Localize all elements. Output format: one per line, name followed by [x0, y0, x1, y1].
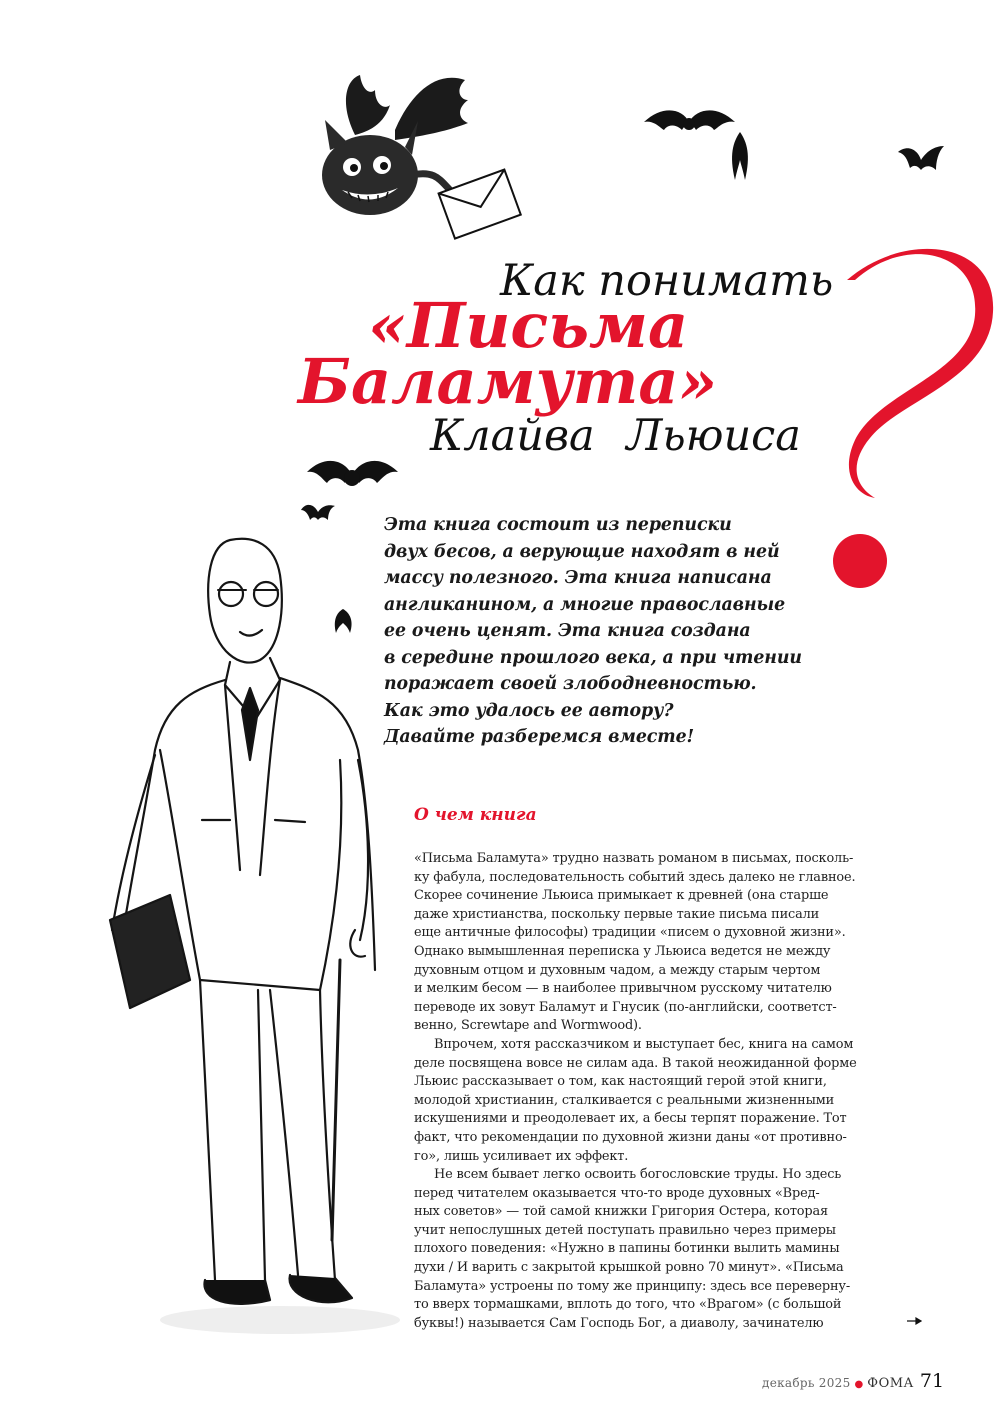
page-number: 71 [919, 1370, 945, 1392]
body-line: го», лишь усиливает их эффект. [414, 1148, 629, 1164]
body-line: духовным отцом и духовным чадом, а между старым чертом [414, 962, 821, 978]
body-line: переводе их зовут Баламут и Гнусик (по-английски, соответст- [414, 999, 837, 1015]
lead-line: в середине прошлого века, а при чтении [384, 647, 802, 668]
body-line: то вверх тормашками, вплоть до того, что «Врагом» (с большой [414, 1297, 842, 1313]
body-line: ных советов» — той самой книжки Григория Остера, которая [414, 1204, 829, 1220]
body-line: буквы!) называется Сам Господь Бог, а диаволу, зачинателю [414, 1315, 824, 1331]
title-line-1: Как понимать [500, 256, 834, 306]
bat-icon [725, 130, 755, 185]
body-line: перед читателем оказывается что-то вроде духовных «Вред- [414, 1185, 820, 1201]
bat-wing-right [395, 78, 468, 140]
lead-line: Эта книга состоит из переписки [384, 515, 732, 535]
body-line: даже христианства, поскольку первые такие письма писали [414, 906, 820, 922]
footer-separator-dot: ● [854, 1379, 864, 1390]
body-line: молодой христианин, сталкивается с реальными жизненными [414, 1092, 835, 1108]
title-line-4: Клайва Льюиса [430, 411, 801, 461]
envelope-icon [439, 170, 521, 239]
lead-line: двух бесов, а верующие находят в ней [384, 541, 780, 562]
body-line: еще античные философы) традиции «писем о духовной жизни». [414, 925, 846, 941]
body-line: Скорее сочинение Льюиса примыкает к древней (она старше [414, 888, 829, 904]
lead-line: ее очень ценят. Эта книга создана [384, 621, 751, 641]
lead-line: поражает своей злободневностью. [384, 674, 757, 694]
body-line: Баламута» устроены по тому же принципу: здесь все переверну- [414, 1278, 851, 1294]
body-line: искушениями и преодолевает их, а бесы терпят поражение. Тот [414, 1111, 847, 1127]
section-heading: О чем книга [414, 805, 537, 825]
bat-with-letter-illustration [300, 55, 530, 245]
body-line: Льюис рассказывает о том, как настоящий герой этой книги, [414, 1074, 827, 1090]
body-line: ку фабула, последовательность событий здесь далеко не главное. [414, 869, 856, 885]
body-line: Не всем бывает легко освоить богословские труды. Но здесь [434, 1167, 842, 1183]
body-line: и мелким бесом — в наиболее привычном русскому читателю [414, 981, 832, 997]
bat-icon [896, 140, 946, 185]
body-text [414, 850, 934, 1333]
body-line: учит непослушных детей поступать правильно через примеры [414, 1222, 836, 1238]
body-line: плохого поведения: «Нужно в папины ботинки вылить мамины [414, 1241, 840, 1257]
lead-line: Давайте разберемся вместе! [384, 727, 695, 747]
author-illustration [90, 520, 400, 1360]
lead-line: массу полезного. Эта книга написана [384, 568, 772, 588]
body-line: Впрочем, хотя рассказчиком и выступает бес, книга на самом [434, 1036, 854, 1052]
issue-date: декабрь 2025 [762, 1376, 851, 1390]
body-line: духи / И варить с закрытой крышкой ровно 70 минут». «Письма [414, 1260, 844, 1276]
body-line: деле посвящена вовсе не силам ада. В такой неожиданной форме [414, 1055, 857, 1071]
continue-arrow-icon [906, 1316, 922, 1326]
title-line-2: «Письма [368, 289, 689, 362]
body-line: венно, Screwtape and Wormwood). [414, 1018, 642, 1034]
bat-icon [305, 450, 400, 500]
page-footer [762, 1370, 952, 1392]
lead-paragraph [384, 512, 864, 751]
body-line: факт, что рекомендации по духовной жизни даны «от противно- [414, 1129, 847, 1145]
bat-icon [642, 100, 737, 145]
body-line: «Письма Баламута» трудно назвать романом в письмах, посколь- [414, 851, 854, 866]
magazine-name: ФОМА [867, 1376, 914, 1391]
lead-line: англиканином, а многие православные [384, 594, 786, 615]
title-line-3: Баламута» [298, 345, 718, 418]
body-line: Однако вымышленная переписка у Льюиса ведется не между [414, 943, 831, 959]
bat-wing-left [346, 75, 390, 135]
lead-line: Как это удалось ее автору? [384, 700, 674, 721]
